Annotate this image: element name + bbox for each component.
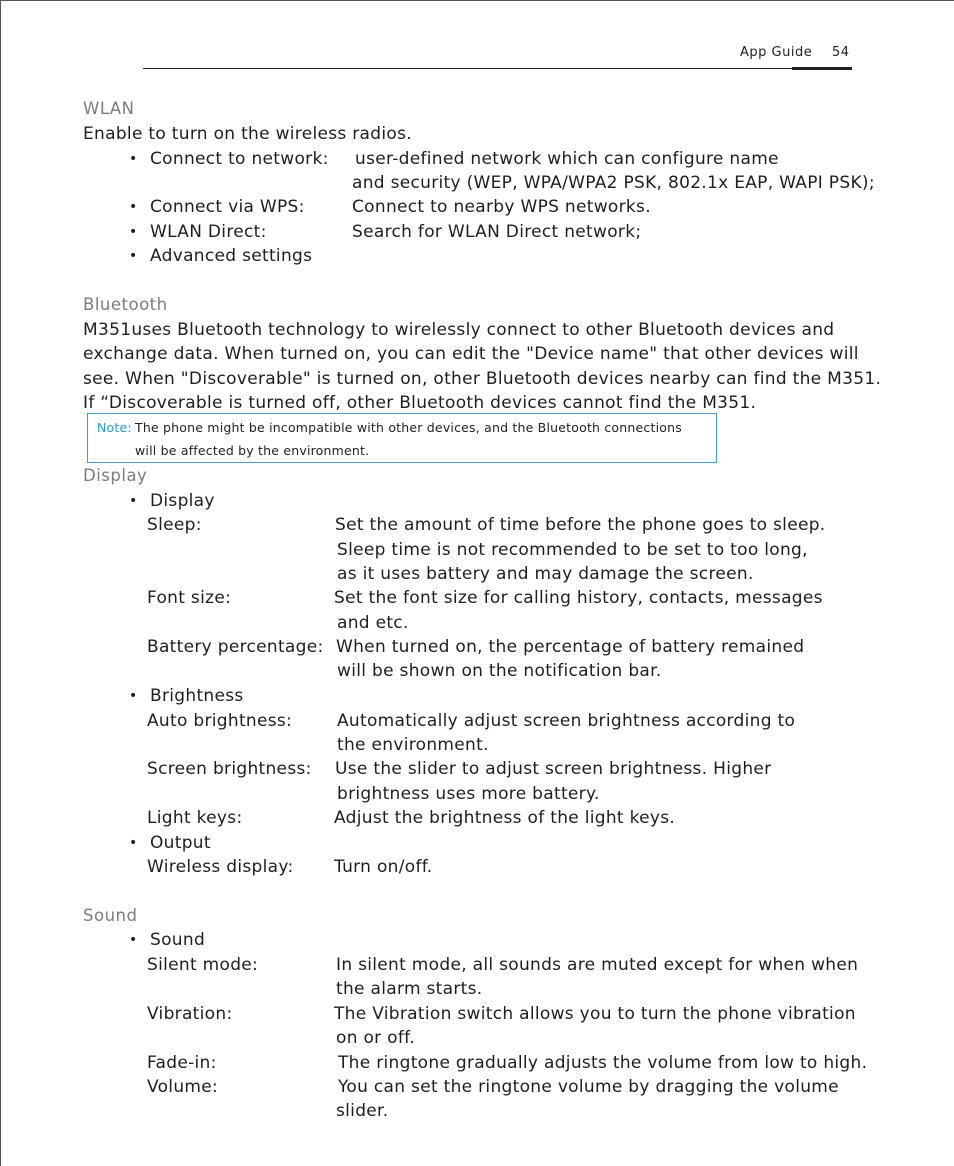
display-item-desc: brightness uses more battery. bbox=[337, 784, 600, 804]
bluetooth-paragraph-line: see. When "Discoverable" is turned on, other Bluetooth devices nearby can find the M351. bbox=[83, 369, 882, 389]
sound-item-label: Volume: bbox=[147, 1077, 219, 1097]
display-item-desc: as it uses battery and may damage the screen. bbox=[337, 564, 754, 584]
bluetooth-paragraph-line: If “Discoverable is turned off, other Bluetooth devices cannot find the M351. bbox=[83, 393, 757, 413]
display-item-desc: Turn on/off. bbox=[334, 857, 433, 877]
display-item-desc: will be shown on the notification bar. bbox=[337, 661, 662, 681]
header-rule bbox=[143, 68, 852, 69]
sound-item-label: Fade-in: bbox=[147, 1053, 217, 1073]
bullet-icon: • bbox=[129, 835, 138, 851]
display-item-desc: and etc. bbox=[337, 613, 409, 633]
display-item-desc: Automatically adjust screen brightness according to bbox=[337, 711, 796, 731]
page-edge-left bbox=[0, 0, 1, 1166]
sound-item-desc: the alarm starts. bbox=[336, 979, 483, 999]
section-heading-display: Display bbox=[83, 466, 148, 485]
display-item-desc: Set the font size for calling history, contacts, messages bbox=[334, 588, 823, 608]
wlan-item-desc: Connect to nearby WPS networks. bbox=[352, 197, 651, 217]
sound-item-label: Silent mode: bbox=[147, 955, 259, 975]
display-item-desc: Set the amount of time before the phone goes to sleep. bbox=[335, 515, 826, 535]
sound-item-desc: In silent mode, all sounds are muted except for when when bbox=[336, 955, 859, 975]
display-item-label: Wireless display: bbox=[147, 857, 294, 877]
page-edge-top bbox=[0, 0, 954, 1]
section-heading-wlan: WLAN bbox=[83, 99, 135, 118]
wlan-item-label: WLAN Direct: bbox=[150, 222, 267, 242]
display-group-title: Display bbox=[150, 491, 215, 511]
sound-item-desc: The Vibration switch allows you to turn the phone vibration bbox=[334, 1004, 856, 1024]
display-item-label: Font size: bbox=[147, 588, 232, 608]
sound-item-label: Vibration: bbox=[147, 1004, 233, 1024]
sound-item-desc: The ringtone gradually adjusts the volume from low to high. bbox=[338, 1053, 868, 1073]
wlan-item-desc: user-defined network which can configure name bbox=[355, 149, 779, 169]
page-number: 54 bbox=[832, 45, 850, 60]
sound-item-desc: on or off. bbox=[336, 1028, 415, 1048]
note-text: will be affected by the environment. bbox=[135, 443, 370, 458]
sound-item-desc: slider. bbox=[336, 1101, 389, 1121]
wlan-item-desc: and security (WEP, WPA/WPA2 PSK, 802.1x EAP, WAPI PSK); bbox=[352, 173, 875, 193]
section-heading-bluetooth: Bluetooth bbox=[83, 295, 168, 314]
wlan-item-label: Connect via WPS: bbox=[150, 197, 305, 217]
bullet-icon: • bbox=[129, 688, 138, 704]
sound-group-title: Sound bbox=[150, 930, 206, 950]
wlan-intro: Enable to turn on the wireless radios. bbox=[83, 124, 412, 144]
display-item-label: Battery percentage: bbox=[147, 637, 324, 657]
bullet-icon: • bbox=[129, 199, 138, 215]
bullet-icon: • bbox=[129, 493, 138, 509]
display-item-label: Light keys: bbox=[147, 808, 243, 828]
display-item-desc: the environment. bbox=[337, 735, 489, 755]
display-item-label: Screen brightness: bbox=[147, 759, 312, 779]
bluetooth-paragraph-line: M351uses Bluetooth technology to wirelessly connect to other Bluetooth devices and bbox=[83, 320, 835, 340]
section-heading-sound: Sound bbox=[83, 906, 138, 925]
display-group-title: Output bbox=[150, 833, 211, 853]
note-label: Note: bbox=[97, 420, 132, 435]
wlan-item-label: Advanced settings bbox=[150, 246, 313, 266]
note-text: The phone might be incompatible with other devices, and the Bluetooth connections bbox=[135, 420, 682, 435]
wlan-item-label: Connect to network: bbox=[150, 149, 329, 169]
display-item-label: Auto brightness: bbox=[147, 711, 293, 731]
sound-item-desc: You can set the ringtone volume by dragging the volume bbox=[338, 1077, 839, 1097]
wlan-item-desc: Search for WLAN Direct network; bbox=[352, 222, 642, 242]
display-group-title: Brightness bbox=[150, 686, 244, 706]
bullet-icon: • bbox=[129, 224, 138, 240]
bullet-icon: • bbox=[129, 151, 138, 167]
bluetooth-paragraph-line: exchange data. When turned on, you can edit the "Device name" that other devices will bbox=[83, 344, 859, 364]
display-item-desc: When turned on, the percentage of battery remained bbox=[336, 637, 805, 657]
display-item-desc: Use the slider to adjust screen brightness. Higher bbox=[335, 759, 772, 779]
display-item-desc: Adjust the brightness of the light keys. bbox=[334, 808, 676, 828]
bullet-icon: • bbox=[129, 932, 138, 948]
bullet-icon: • bbox=[129, 248, 138, 264]
display-item-desc: Sleep time is not recommended to be set to too long, bbox=[337, 540, 808, 560]
header-accent-bar bbox=[792, 67, 852, 70]
display-item-label: Sleep: bbox=[147, 515, 202, 535]
header-title: App Guide bbox=[740, 45, 813, 60]
